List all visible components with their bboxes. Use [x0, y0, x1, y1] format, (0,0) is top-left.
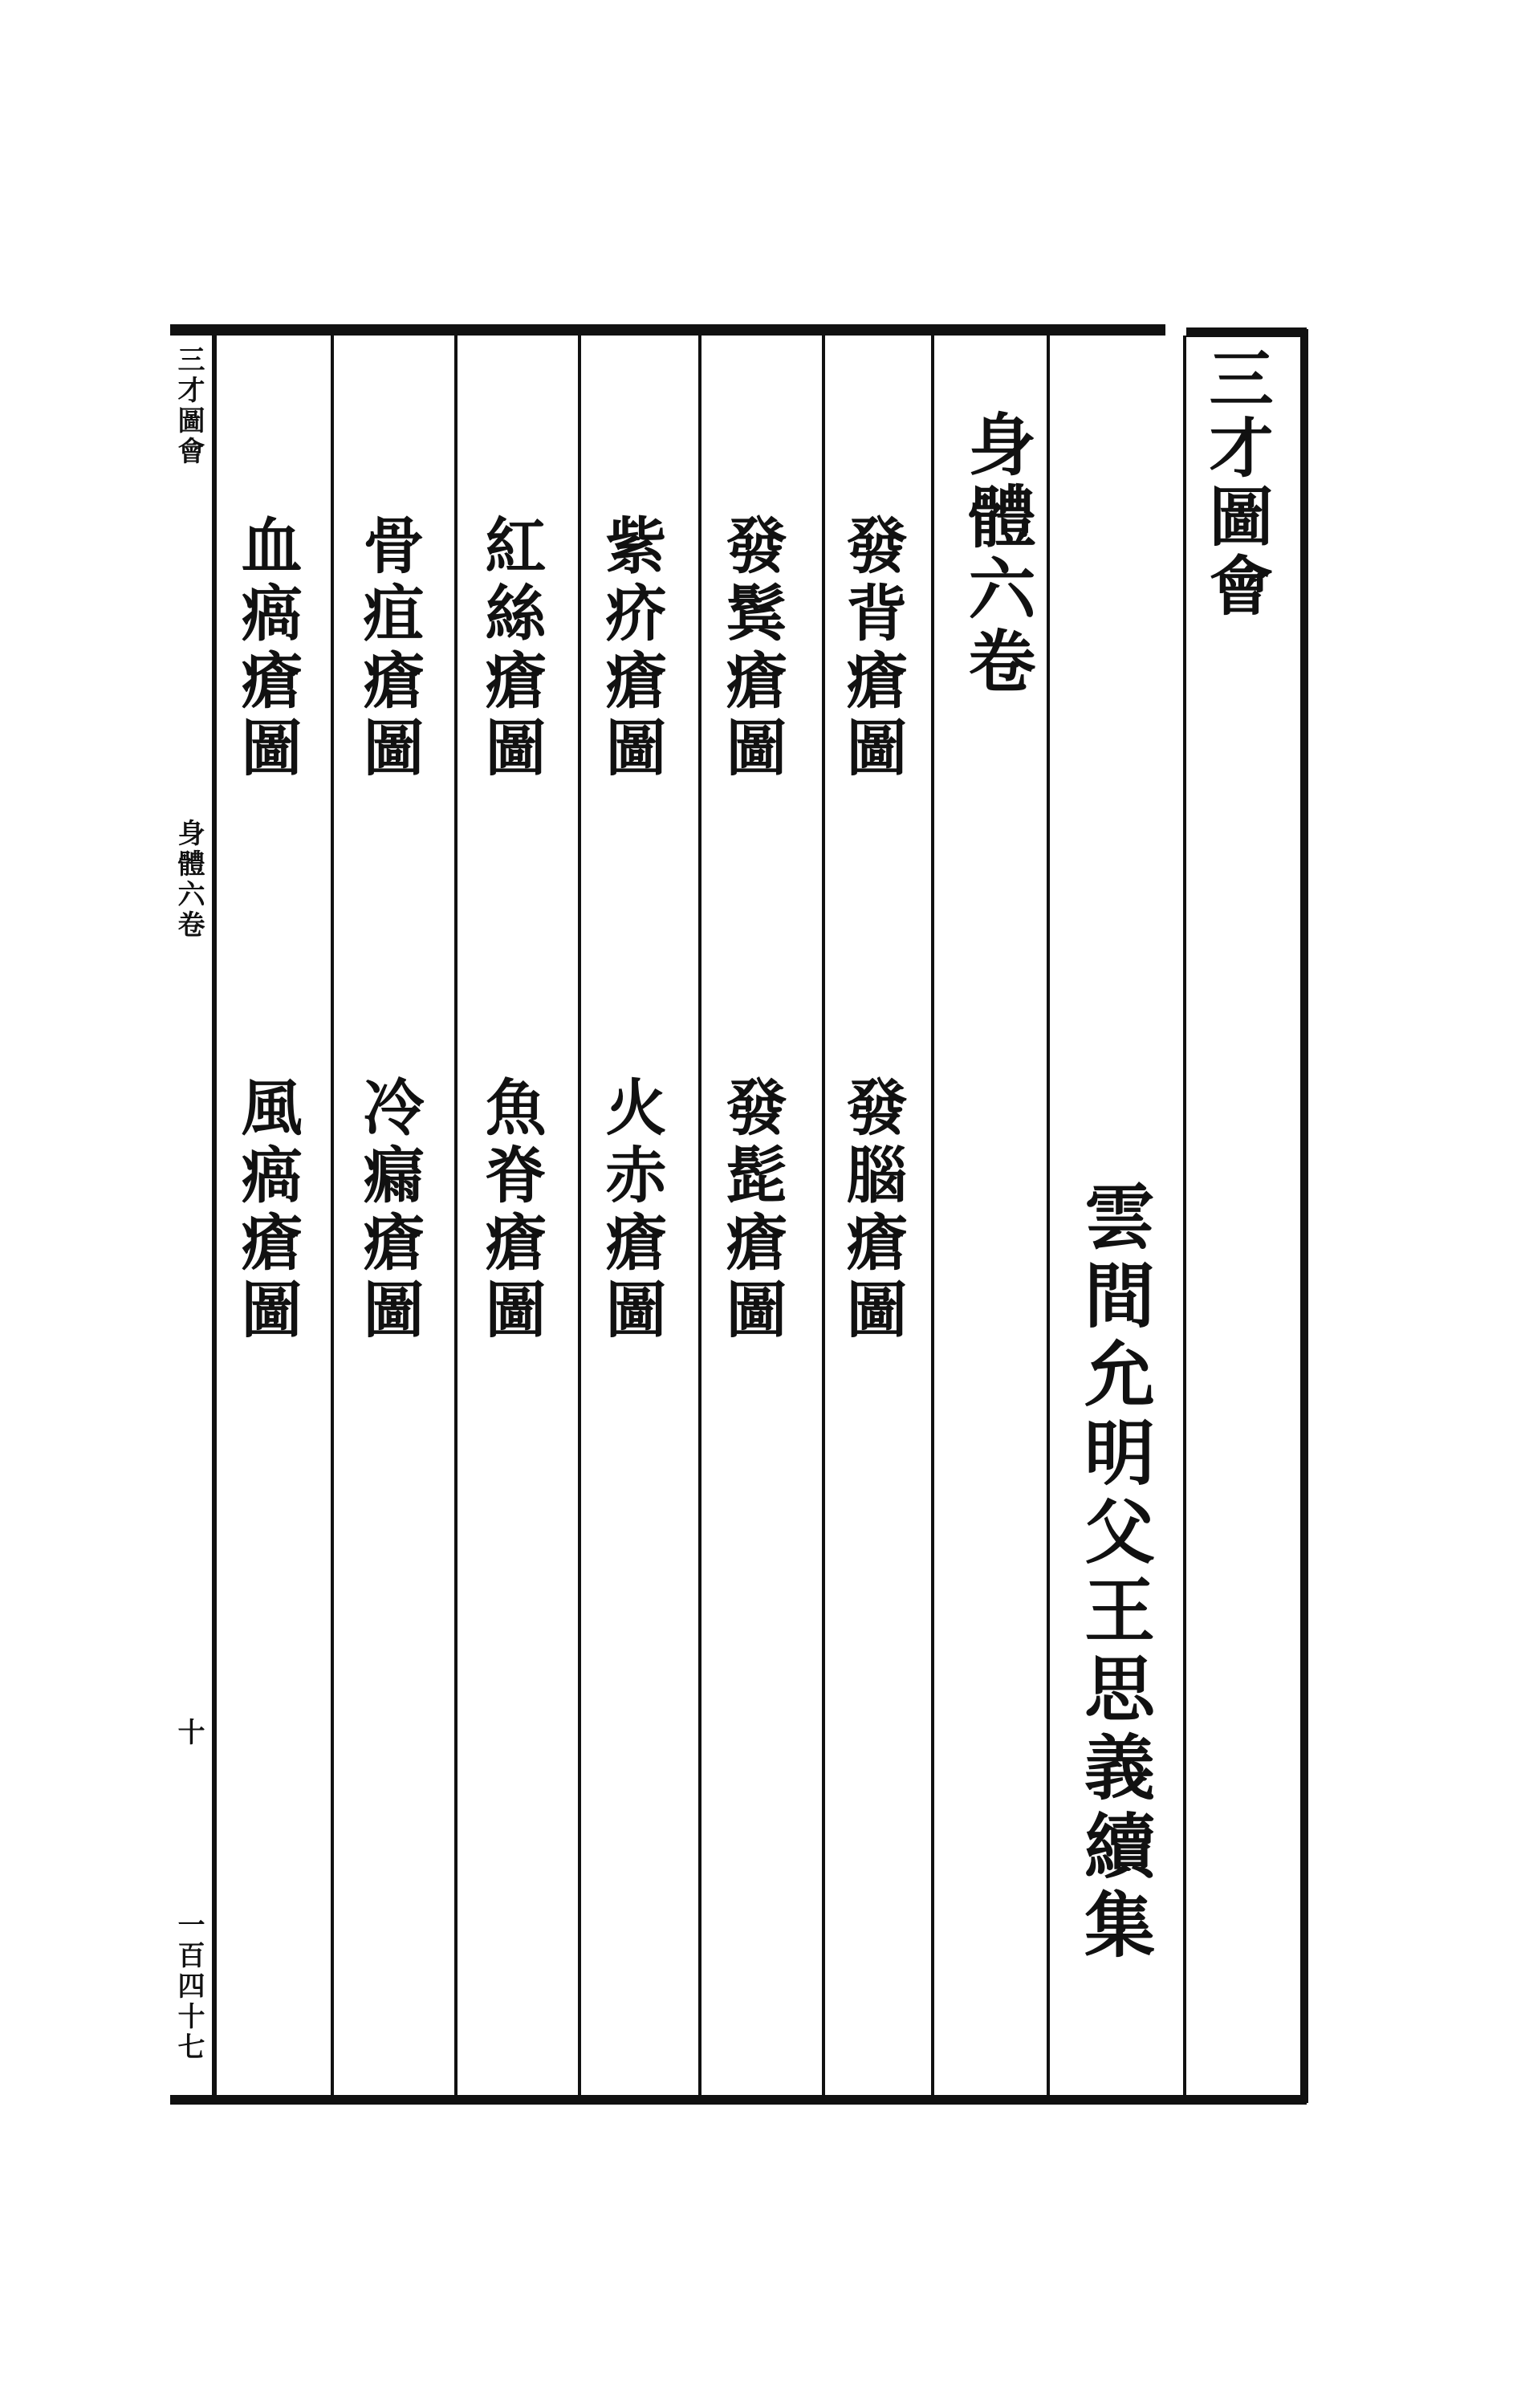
margin-leaf-number: 十 — [173, 1718, 205, 1748]
section-title: 身體六卷 — [958, 409, 1037, 698]
column-divider — [1047, 336, 1050, 2095]
top-border-line — [170, 324, 1165, 336]
column-divider — [454, 336, 458, 2095]
column-divider — [822, 336, 825, 2095]
compiler-credit: 雲間允明父王思義續集 — [1073, 1180, 1157, 1967]
bottom-border-line — [170, 2095, 1307, 2105]
toc-entry: 紫疥瘡圖 — [596, 514, 667, 783]
title-top-border-line — [1186, 327, 1307, 337]
column-divider — [1183, 336, 1186, 2095]
right-border-line — [1300, 329, 1308, 2103]
toc-entry: 發鬂瘡圖 — [716, 514, 787, 783]
column-divider — [698, 336, 702, 2095]
toc-entry: 魚脊瘡圖 — [475, 1076, 547, 1345]
book-title: 三才圖會 — [1198, 345, 1274, 621]
toc-entry: 血瘑瘡圖 — [231, 514, 303, 783]
margin-page-number: 一百四十七 — [173, 1910, 205, 2063]
toc-entry: 紅絲瘡圖 — [475, 514, 547, 783]
toc-entry: 發腦瘡圖 — [836, 1076, 908, 1345]
column-divider — [578, 336, 581, 2095]
margin-section-title: 身體六卷 — [173, 819, 205, 941]
toc-entry: 發背瘡圖 — [836, 514, 908, 783]
margin-book-title: 三才圖會 — [173, 345, 205, 467]
column-divider — [331, 336, 334, 2095]
column-divider — [931, 336, 934, 2095]
left-border-line — [212, 324, 217, 2101]
toc-entry: 骨疽瘡圖 — [353, 514, 425, 783]
toc-entry: 冷瘺瘡圖 — [353, 1076, 425, 1345]
toc-entry: 風瘑瘡圖 — [231, 1076, 303, 1345]
toc-entry: 火赤瘡圖 — [596, 1076, 667, 1345]
toc-entry: 發髭瘡圖 — [716, 1076, 787, 1345]
